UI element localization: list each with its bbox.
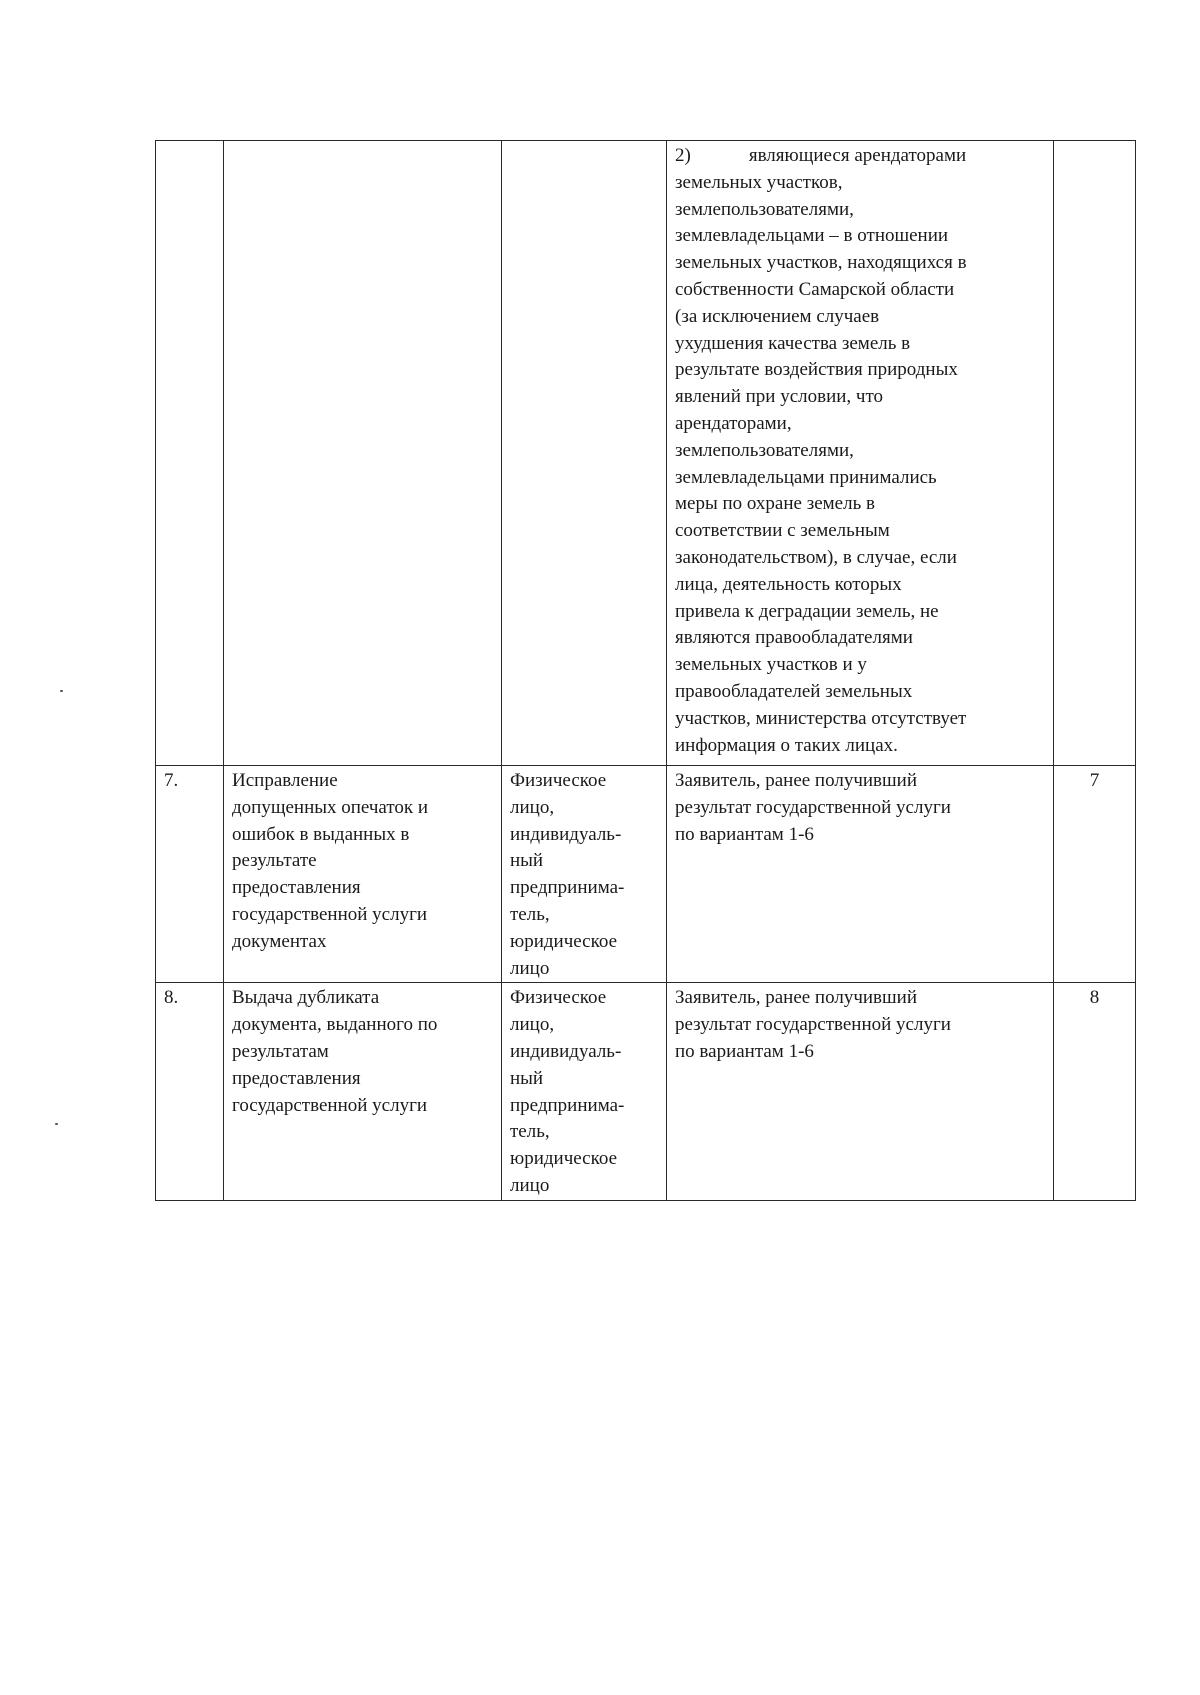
scan-speck: [60, 690, 63, 692]
applicant-category-cell: Физическое лицо, индивидуаль- ный предпринима- тель, юридическое лицо: [502, 766, 667, 983]
services-variants-table: [155, 140, 1136, 1201]
applicant-condition-cell: Заявитель, ранее получивший результат государственной услуги по вариантам 1-6: [667, 983, 1054, 1200]
variant-number-cell: 8: [1054, 983, 1136, 1200]
condition-text: являющиеся арендаторами земельных участков, землепользователями, землевладельцами – в отношении земельных участков, находящихся в собственности Самарской области (за исключением случаев ухудшения качества земель в результате воздействия природных явлений при условии, что арендаторами, землепользователями, землевладельцами принимались меры по охране земель в соответствии с земельным законодательством), в случае, если лица, деятельность которых привела к деградации земель, не являются правообладателями земельных участков и у правообладателей земельных участков, министерства отсутствует информация о таких лицах.: [675, 145, 967, 756]
applicant-condition-cell: [667, 141, 1054, 766]
variant-number-cell: 7: [1054, 766, 1136, 983]
condition-marker: 2): [675, 145, 691, 166]
row-number-cell: 7.: [156, 766, 224, 983]
applicant-category-cell: [502, 141, 667, 766]
scan-speck: [55, 1123, 58, 1125]
table-row-continued: [156, 141, 1136, 766]
applicant-category-cell: Физическое лицо, индивидуаль- ный предпринима- тель, юридическое лицо: [502, 983, 667, 1200]
result-cell: Выдача дубликата документа, выданного по результатам предоставления государственной услуги: [224, 983, 502, 1200]
applicant-condition-cell: Заявитель, ранее получивший результат государственной услуги по вариантам 1-6: [667, 766, 1054, 983]
table-row: [156, 983, 1136, 1200]
variant-number-cell: [1054, 141, 1136, 766]
result-cell: [224, 141, 502, 766]
row-number-cell: [156, 141, 224, 766]
row-number-cell: 8.: [156, 983, 224, 1200]
result-cell: Исправление допущенных опечаток и ошибок в выданных в результате предоставления государственной услуги документах: [224, 766, 502, 983]
table-row: [156, 766, 1136, 983]
